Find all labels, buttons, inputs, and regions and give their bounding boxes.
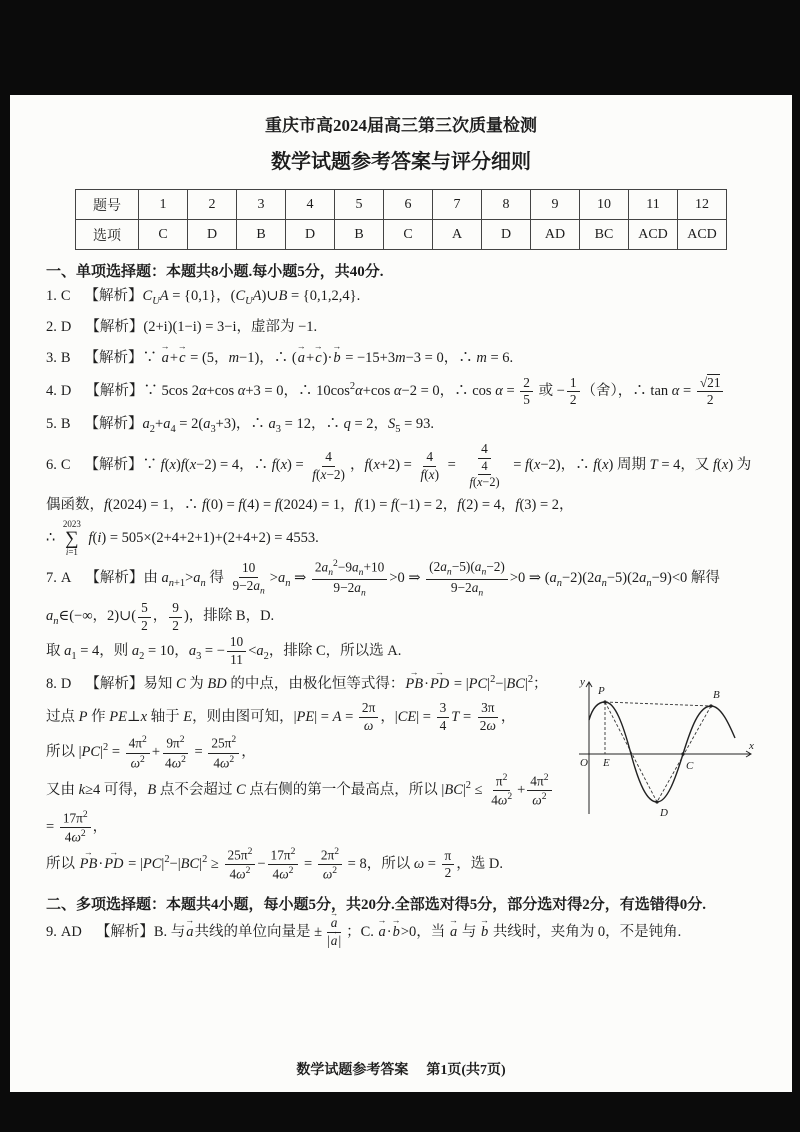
solution-1	[46, 282, 758, 312]
solution-5	[46, 410, 758, 440]
footer-doc-name: 数学试题参考答案	[296, 1063, 409, 1078]
answer-cell: C	[384, 220, 433, 250]
answer-cell: 2	[188, 190, 237, 220]
question-answer: C	[60, 288, 71, 304]
question-number: 4.	[46, 383, 57, 400]
answer-cell: 9	[531, 190, 580, 220]
answer-cell: B	[237, 220, 286, 250]
solution-text: 【解析】B. 与a →共线的单位向量是 ± $\frac{a \to}{|a \to|}$ ；C. a →·b →>0，当 a → 与 b → 共线时，夹角为 0，不是钝角.	[96, 924, 681, 940]
solution-8	[46, 670, 758, 884]
answer-cell: D	[482, 220, 531, 250]
answer-cell: 3	[237, 190, 286, 220]
label-B: B	[713, 688, 720, 701]
section-1-heading: 一、单项选择题：本题共8小题.每小题5分，共40分.	[46, 264, 384, 280]
point-C	[681, 752, 684, 755]
solution-text: 【解析】∵ a →+c → = (5，m−1)，∴ (a →+c →)·b → = −15+3m−3 = 0，∴ m = 6.	[85, 350, 514, 366]
answer-cell: B	[335, 220, 384, 250]
question-number: 2.	[46, 319, 57, 336]
question-number: 1.	[46, 288, 57, 304]
question-answer: D	[60, 383, 72, 400]
solution-text: 【解析】(2+i)(1−i) = 3−i，虚部为 −1.	[85, 319, 318, 336]
answer-cell: 7	[433, 190, 482, 220]
solution-3	[46, 344, 758, 374]
point-B	[709, 704, 712, 707]
segment-PB	[605, 702, 711, 706]
section-2-heading: 二、多项选择题：本题共4小题，每小题5分，共20分.全部选对得5分，部分选对得2分，有选错得0分.	[46, 897, 707, 914]
solution-text: 【解析】∵ 5cos 2α+cos α+3 = 0，∴ $10\cos^2\alpha+\cos$ α−2 = 0，∴ cos α = $\frac{2}{5}$ 或 − $\frac{1}{2}$ （舍），∴ tan α = $\frac{√21}{2}$	[85, 383, 725, 399]
label-D: D	[660, 806, 668, 819]
solution-text: 【解析】易知 C 为 BD 的中点，由极化恒等式得：PB →·PD → = $|PC|^2-|BC|^2$； 过点 P 作 PE⊥x 轴于 E，则由图可知，|PE| = A = $\frac{2\pi}{\omega}$ ，|CE| = $\frac{3}{4}$ T = $\frac{3\pi}{2\omega}$ ， 所以 $|PC|^2$ = $\frac{4\pi^2}{\omega^2}$ + $\frac{9\pi^2}{4\omega^2}$ = $\frac{25\pi^2}{4\omega^2}$ ， 又由 k≥4 可得，B 点不会超过 C 点右侧的第一个最高点，所以 $|BC|^2$ ≤ $\frac{\pi^2}{4\omega^2}$ + $\frac{4\pi^2}{\omega^2}$ = $\frac{17\pi^2}{4\omega^2}$ ， 所以 PB →·PD → = $|PC|^2-|BC|^2$ ≥ $\frac{25\pi^2}{4\omega^2}$ − $\frac{17\pi^2}{4\omega^2}$ = $\frac{2\pi^2}{\omega^2}$ = 8，所以 ω = $\frac{\pi}{2}$ ，选 D.	[46, 676, 554, 872]
question-number: 6.	[46, 457, 57, 474]
answer-cell: AD	[531, 220, 580, 250]
answer-cell: 5	[335, 190, 384, 220]
answer-table	[75, 189, 727, 250]
answer-cell: BC	[580, 220, 629, 250]
doc-subtitle: 数学试题参考答案与评分细则	[271, 151, 531, 173]
label-P: P	[598, 684, 605, 697]
question-number: 3.	[46, 350, 57, 366]
solution-text: 【解析】$C_UA = \{0,1\}$，$(C_UA)\cup B = \{0,1,2,4\}$.	[84, 288, 361, 307]
answer-cell: ACD	[629, 220, 678, 250]
footer-page-number: 第1页(共7页)	[426, 1063, 506, 1078]
solution-2	[46, 313, 758, 343]
answer-cell: A	[433, 220, 482, 250]
answer-cell: C	[139, 220, 188, 250]
answer-cell: D	[188, 220, 237, 250]
table-header-cell: 选项	[76, 220, 139, 250]
point-P	[603, 700, 606, 703]
question-number: 8.	[46, 676, 57, 693]
question-answer: B	[60, 350, 71, 366]
document-page	[10, 95, 792, 1092]
question-answer: C	[60, 457, 71, 474]
solution-6	[46, 441, 758, 557]
sine-curve	[589, 702, 735, 802]
label-E: E	[603, 756, 610, 769]
answer-cell: 1	[139, 190, 188, 220]
label-O: O	[580, 756, 588, 769]
solution-text: 【解析】∵ f(x)f(x−2) = 4，∴ f(x) = $\frac{4}{f(x-2)}$ ，f(x+2) = $\frac{4}{f(x)}$ = $\frac{4}{\frac{4}{f(x-2)}}$ = f(x−2)，∴ f(x) 周期 T = 4，又 f(x) 为偶函数，f(2024) = 1，∴ f(0) = f(4) = f(2024) = 1，f(1) = f(−1) = 2，f(2) = 4，f(3) = 2， ∴ 2023 ∑ i=1 f(i) = 505×(2+4+2+1)+(2+4+2) = 4553.	[46, 441, 752, 557]
doc-title: 重庆市高2024届高三第三次质量检测	[265, 116, 537, 135]
solution-text: 【解析】由 $a_{n+1}>a_n$ 得 $\frac{10}{9-2a_n}$ $>a_n$ ⇒ $\frac{2a_n^2-9a_n+10}{9-2a_n}$ >0 ⇒ $\frac{(2a_n-5)(a_n-2)}{9-2a_n}$ >0 ⇒ $(a_n-2)(2a_n-5)(2a_n-9)<0$ 解得 $a_n\in(-\infty$，2)∪( $\frac{5}{2}$ ， $\frac{9}{2}$ )，排除 B，D. 取 $a_1 = 4$，则 $a_2 = 10$，$a_3$ = − $\frac{10}{11}$ $<a_2$，排除 C，所以选 A.	[46, 558, 720, 667]
question8-sine-graph	[573, 672, 758, 822]
answer-cell: ACD	[678, 220, 727, 250]
label-x: x	[749, 739, 754, 752]
question-answer: B	[60, 416, 71, 433]
answer-cell: D	[286, 220, 335, 250]
solution-7	[46, 558, 758, 668]
segment-PD	[605, 702, 657, 802]
solution-9	[46, 915, 758, 949]
question-answer: AD	[60, 923, 82, 940]
answer-table-answer-row	[76, 220, 727, 250]
label-C: C	[686, 759, 694, 772]
answer-cell: 4	[286, 190, 335, 220]
question-number: 7.	[46, 570, 57, 587]
table-header-cell: 题号	[76, 190, 139, 220]
question-answer: D	[60, 319, 72, 336]
answer-cell: 11	[629, 190, 678, 220]
answer-cell: 12	[678, 190, 727, 220]
question-number: 9.	[46, 923, 57, 940]
answer-cell: 10	[580, 190, 629, 220]
answer-table-number-row	[76, 190, 727, 220]
question-answer: A	[60, 570, 72, 587]
solution-4	[46, 375, 758, 409]
question-number: 5.	[46, 416, 57, 433]
question-answer: D	[60, 676, 72, 693]
solution-text: 【解析】$a_2+a_4 = 2(a_3+3)$，∴ $a_3 = 12$，∴ q = 2，$S_5 = 93$.	[84, 416, 435, 435]
answer-cell: 8	[482, 190, 531, 220]
page-footer	[10, 1059, 792, 1079]
label-y: y	[580, 675, 585, 688]
point-D	[655, 800, 658, 803]
answer-cell: 6	[384, 190, 433, 220]
